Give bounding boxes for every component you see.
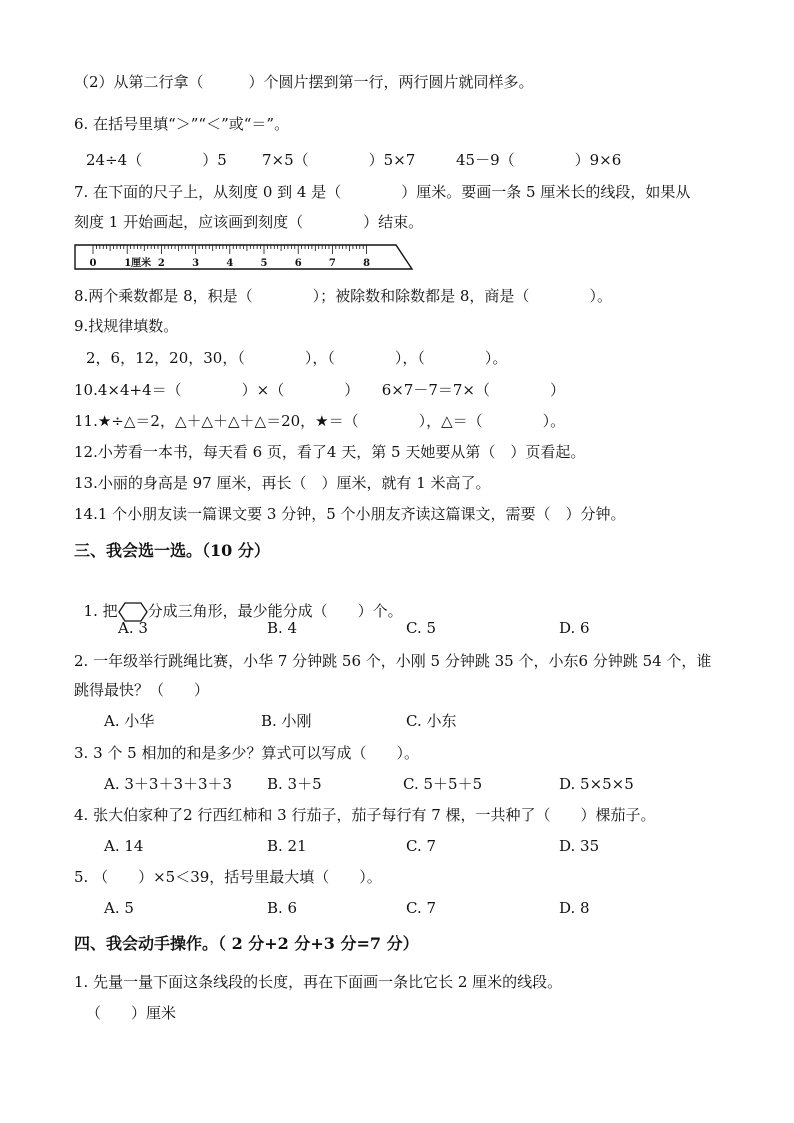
question-6-item-1: 24÷4（ ）5 <box>86 151 227 169</box>
ruler-figure <box>74 244 414 270</box>
choice-1-option-c[interactable]: C. 5 <box>406 619 437 637</box>
choice-1-option-a[interactable]: A. 3 <box>118 619 148 637</box>
ruler-label: 0 <box>89 258 97 269</box>
question-7-line-1: 7. 在下面的尺子上，从刻度 0 到 4 是（ ）厘米。要画一条 5 厘米长的线段，如果从 <box>74 183 691 201</box>
choice-4-option-d[interactable]: D. 35 <box>559 837 600 855</box>
ruler-label: 5 <box>260 258 268 269</box>
choice-1-option-d[interactable]: D. 6 <box>559 619 590 637</box>
question-9: 9.找规律填数。 <box>74 317 179 335</box>
ruler-label: 2 <box>157 258 165 269</box>
choice-2-line-1: 2. 一年级举行跳绳比赛，小华 7 分钟跳 56 个，小刚 5 分钟跳 35 个，小东6 分钟跳 54 个，谁 <box>74 652 712 670</box>
choice-1-question <box>74 581 403 622</box>
question-14: 14.1 个小朋友读一篇课文要 3 分钟，5 个小朋友齐读这篇课文，需要（ ）分钟。 <box>74 505 626 523</box>
question-9-sequence: 2，6，12，20，30，（ ），（ ），（ ）。 <box>86 349 508 367</box>
question-10: 10.4×4+4＝（ ）×（ ） 6×7－7＝7×（ ） <box>74 381 566 399</box>
ruler-label: 7 <box>328 258 336 269</box>
ruler-label: 1厘米 <box>124 258 152 269</box>
ruler-label: 8 <box>363 258 371 269</box>
choice-3-option-d[interactable]: D. 5×5×5 <box>559 775 634 793</box>
choice-5-option-b[interactable]: B. 6 <box>267 899 298 917</box>
question-6: 6. 在括号里填“＞”“＜”或“＝”。 <box>74 115 290 133</box>
question-7-line-2: 刻度 1 开始画起，应该画到刻度（ ）结束。 <box>74 213 424 231</box>
section-4-heading: 四、我会动手操作。（ 2 分+2 分+3 分=7 分） <box>74 934 419 953</box>
choice-1-option-b[interactable]: B. 4 <box>267 619 298 637</box>
question-13: 13.小丽的身高是 97 厘米，再长（ ）厘米，就有 1 米高了。 <box>74 474 491 492</box>
question-6-item-3: 45－9（ ）9×6 <box>456 151 622 169</box>
choice-5-option-c[interactable]: C. 7 <box>406 899 437 917</box>
choice-3-option-b[interactable]: B. 3＋5 <box>267 775 322 793</box>
ruler-label: 3 <box>192 258 200 269</box>
choice-2-option-b[interactable]: B. 小刚 <box>261 712 312 730</box>
choice-1-prefix: 1. 把 <box>83 602 118 620</box>
choice-1-suffix: 分成三角形，最少能分成（ ）个。 <box>147 602 403 620</box>
ruler-labels <box>90 256 371 269</box>
choice-3-option-a[interactable]: A. 3＋3＋3＋3＋3 <box>104 775 233 793</box>
choice-4-option-a[interactable]: A. 14 <box>104 837 144 855</box>
operation-1-blank: （ ）厘米 <box>86 1004 177 1022</box>
choice-5-option-d[interactable]: D. 8 <box>559 899 590 917</box>
choice-2-option-a[interactable]: A. 小华 <box>104 712 155 730</box>
choice-3-question: 3. 3 个 5 相加的和是多少？算式可以写成（ ）。 <box>74 744 419 762</box>
question-5-2: （2）从第二行拿（ ）个圆片摆到第一行，两行圆片就同样多。 <box>74 73 534 91</box>
choice-3-option-c[interactable]: C. 5＋5＋5 <box>403 775 483 793</box>
choice-5-question: 5. （ ）×5＜39，括号里最大填（ ）。 <box>74 868 382 886</box>
choice-5-option-a[interactable]: A. 5 <box>104 899 134 917</box>
question-11: 11.★÷△＝2，△＋△＋△＋△＝20，★＝（ ），△＝（ ）。 <box>74 412 566 430</box>
choice-4-option-c[interactable]: C. 7 <box>406 837 437 855</box>
choice-4-option-b[interactable]: B. 21 <box>267 837 307 855</box>
choice-4-question: 4. 张大伯家种了2 行西红柿和 3 行茄子，茄子每行有 7 棵，一共种了（ ）棵茄子。 <box>74 806 656 824</box>
section-3-heading: 三、我会选一选。（10 分） <box>74 541 270 560</box>
ruler-label: 6 <box>294 258 302 269</box>
ruler-label: 4 <box>226 258 234 269</box>
question-6-item-2: 7×5（ ）5×7 <box>262 151 416 169</box>
question-12: 12.小芳看一本书，每天看 6 页，看了4 天，第 5 天她要从第（ ）页看起。 <box>74 443 586 461</box>
question-8: 8.两个乘数都是 8，积是（ ）；被除数和除数都是 8，商是（ ）。 <box>74 287 612 305</box>
choice-2-option-c[interactable]: C. 小东 <box>406 712 457 730</box>
choice-2-line-2: 跳得最快？（ ） <box>74 681 210 699</box>
operation-1-question: 1. 先量一量下面这条线段的长度，再在下面画一条比它长 2 厘米的线段。 <box>74 973 563 991</box>
